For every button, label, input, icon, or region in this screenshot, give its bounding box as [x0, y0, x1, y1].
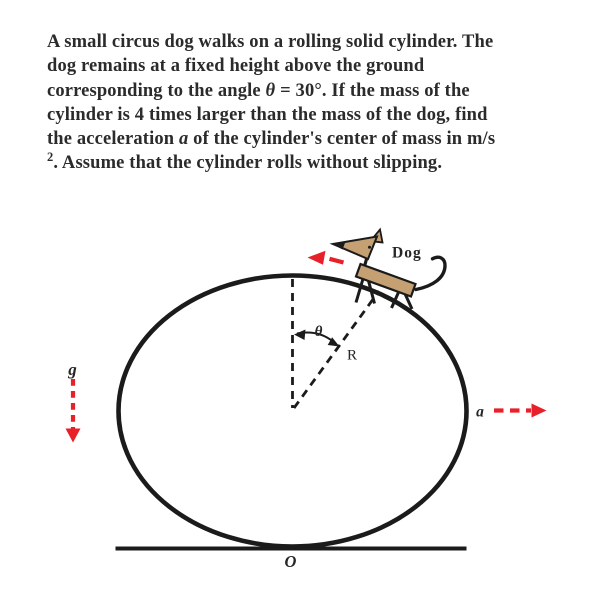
dog-tail	[416, 257, 445, 289]
radius-label: R	[346, 347, 358, 364]
problem-segment: cylinder is 4 times larger than the mass of the dog, find	[47, 104, 488, 125]
theta-arc-left-arrowhead	[294, 330, 306, 341]
gravity-label: g	[68, 360, 77, 379]
acceleration-label: a	[476, 403, 484, 421]
problem-segment-sup: 2	[47, 150, 54, 165]
problem-segment: dog remains at a fixed height above the ground	[47, 56, 425, 77]
problem-segment: . Assume that the cylinder rolls without slipping.	[53, 153, 443, 174]
gravity-arrow-head	[66, 429, 81, 443]
contact-point-label: O	[284, 552, 297, 571]
problem-segment: = 30°. If the mass of the	[275, 80, 470, 101]
dog-direction-arrow-dash	[330, 259, 344, 263]
theta-label: θ	[314, 324, 323, 340]
radius-line	[294, 291, 379, 408]
problem-segment: A small circus dog walks on a rolling solid cylinder. The	[47, 32, 494, 52]
problem-segment-i: a	[179, 129, 189, 150]
dog-body	[356, 264, 416, 297]
dog-eye	[368, 246, 371, 249]
dog-direction-arrow-head	[308, 251, 326, 265]
problem-segment: corresponding to the angle	[47, 80, 266, 101]
dog-label: Dog	[392, 244, 422, 262]
problem-segment: the acceleration	[47, 129, 179, 150]
cylinder-circle	[119, 276, 467, 547]
acceleration-arrow-head	[532, 404, 547, 418]
problem-segment-i: θ	[265, 80, 276, 101]
problem-segment-b: in m/s	[446, 129, 496, 150]
problem-segment: of the cylinder's center of mass	[188, 129, 447, 150]
